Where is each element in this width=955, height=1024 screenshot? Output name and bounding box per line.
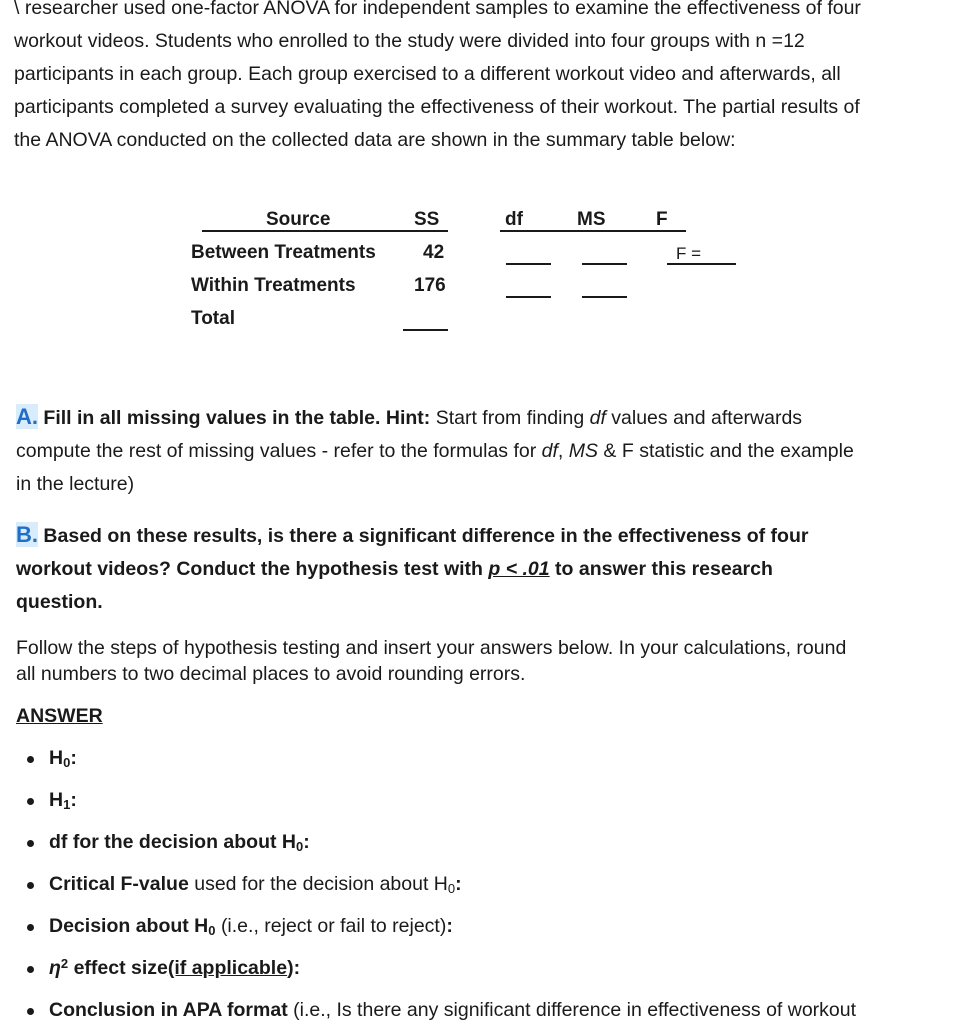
part-a-line-1-rest: Start from finding <box>435 407 585 429</box>
part-a-label: A. <box>16 404 38 429</box>
row-between-f: F = <box>676 244 702 263</box>
blank-between-df <box>506 263 551 265</box>
bullet-icon <box>27 756 34 763</box>
part-b-label: B. <box>16 522 38 547</box>
answer-h1: $H_1$: <box>49 789 77 812</box>
answer-h0: $H_0$: <box>49 747 77 770</box>
blank-between-f <box>667 263 736 265</box>
answer-effect-size: $\eta^2$ effect size(if applicable): <box>49 956 301 979</box>
intro-line-3: participants in each group. Each group exercised to a different workout video and afterwards, all <box>14 63 841 85</box>
intro-line-1: \ researcher used one-factor ANOVA for independent samples to examine the effectiveness of four <box>14 0 861 19</box>
header-ms: MS <box>577 209 606 230</box>
bullet-icon <box>27 798 34 805</box>
part-b-line-2-start: workout videos? Conduct the hypothesis test with <box>16 558 483 580</box>
bullet-icon <box>27 882 34 889</box>
intro-line-5: the ANOVA conducted on the collected data are shown in the summary table below: <box>14 129 736 151</box>
answer-df-decision: df for the decision about $H_0$: <box>49 831 310 854</box>
intro-line-2: workout videos. Students who enrolled to the study were divided into four groups with n =12 <box>14 30 805 52</box>
answer-heading: ANSWER <box>16 705 103 727</box>
part-b-line-2 <box>16 553 773 586</box>
part-a-line-1 <box>16 401 802 435</box>
part-a-line-1-end: values and afterwards <box>611 407 803 429</box>
bullet-icon <box>27 1008 34 1015</box>
part-a-line-2-end: F statistic and the example <box>621 440 854 462</box>
df-word-2: df <box>541 440 558 462</box>
part-b-line-3: question. <box>16 591 103 613</box>
row-between-ss: 42 <box>423 242 445 263</box>
row-total-source: Total <box>191 308 235 329</box>
ms-word: MS <box>568 440 598 462</box>
row-within-ss: 176 <box>414 275 446 296</box>
part-a-bold-text: Fill in all missing values in the table. <box>43 407 381 429</box>
answer-critical-f: Critical F-value used for the decision about $H_0$: <box>49 873 462 896</box>
blank-total-ss <box>403 329 448 331</box>
p-value-threshold: p < .01 <box>488 558 550 580</box>
bullet-icon <box>27 966 34 973</box>
part-a-line-3: in the lecture) <box>16 473 135 495</box>
part-a-line-2: compute the rest of missing values - refer to the formulas for df, MS & F statistic and the example <box>16 440 854 462</box>
header-df: df <box>505 209 523 230</box>
part-b-line-1-text: Based on these results, is there a significant difference in the effectiveness of four <box>43 525 809 547</box>
intro-line-4: participants completed a survey evaluating the effectiveness of their workout. The partial results of <box>14 96 860 118</box>
bullet-icon <box>27 840 34 847</box>
blank-between-ms <box>582 263 627 265</box>
hint-label: Hint: <box>385 407 431 429</box>
header-f: F <box>656 209 668 230</box>
answer-decision: Decision about $H_0$ (i.e., reject or fail to reject): <box>49 915 453 938</box>
blank-within-df <box>506 296 551 298</box>
answer-conclusion: Conclusion in APA format (i.e., Is there any significant difference in effectiveness of workout <box>49 999 857 1021</box>
row-between-source: Between Treatments <box>191 242 376 263</box>
header-source: Source <box>266 209 331 230</box>
header-ss: SS <box>414 209 440 230</box>
blank-within-ms <box>582 296 627 298</box>
part-b-line-1 <box>16 519 808 553</box>
instructions-line-2: all numbers to two decimal places to avoid rounding errors. <box>16 663 526 685</box>
row-within-source: Within Treatments <box>191 275 356 296</box>
instructions-line-1: Follow the steps of hypothesis testing and insert your answers below. In your calculations, round <box>16 637 847 659</box>
part-a-line-2-start: compute the rest of missing values - refer to the formulas for <box>16 440 537 462</box>
part-b-line-2-end: to answer this research <box>555 558 773 580</box>
bullet-icon <box>27 924 34 931</box>
ampersand: & <box>603 440 617 462</box>
df-word: df <box>589 407 606 429</box>
